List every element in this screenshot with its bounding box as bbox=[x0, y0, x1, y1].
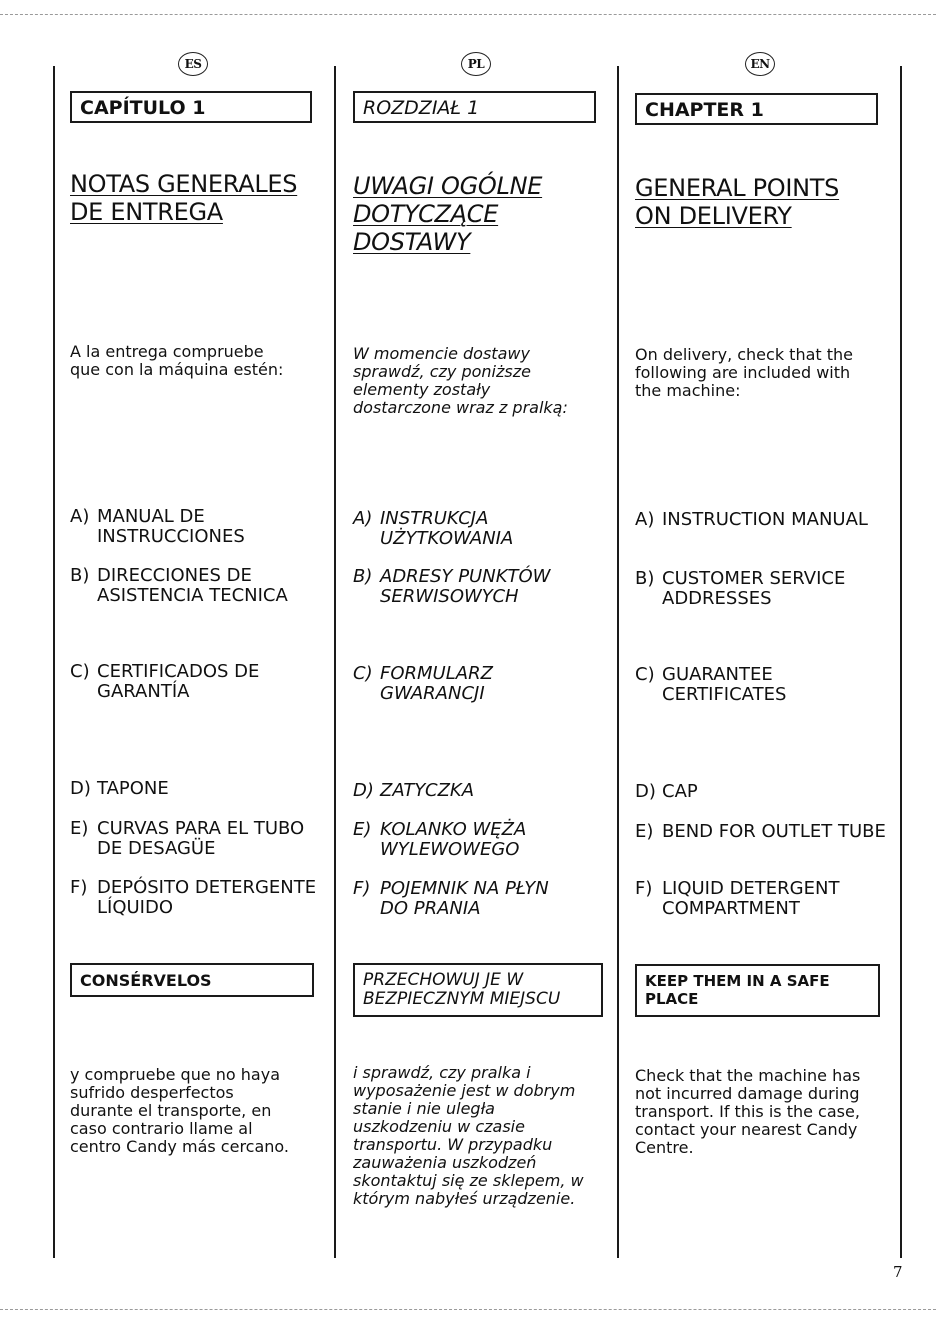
item-text: CURVAS PARA EL TUBO DE DESAGÜE bbox=[97, 818, 305, 859]
body-text-es: y compruebe que no haya sufrido desperfectos durante el transporte, en caso contrario llame al centro Candy más cercano. bbox=[70, 1065, 289, 1156]
item-label: A) bbox=[353, 508, 373, 529]
list-item bbox=[70, 507, 332, 547]
chapter-title-pl: ROZDZIAŁ 1 bbox=[353, 91, 596, 123]
item-text: KOLANKO WĘŻA WYLEWOWEGO bbox=[380, 819, 527, 860]
column-pl bbox=[353, 0, 615, 1300]
item-label: B) bbox=[635, 568, 655, 589]
list-item bbox=[70, 566, 332, 606]
list-item bbox=[635, 569, 897, 609]
item-label: A) bbox=[635, 509, 655, 530]
list-item bbox=[353, 664, 615, 704]
section-heading-pl: UWAGI OGÓLNE DOTYCZĄCE DOSTAWY bbox=[353, 172, 543, 256]
list-item bbox=[635, 665, 897, 705]
intro-text-en: On delivery, check that the following are included with the machine: bbox=[635, 345, 854, 400]
intro-text-es: A la entrega compruebe que con la máquina estén: bbox=[70, 342, 284, 379]
item-label: A) bbox=[70, 506, 90, 527]
item-text: BEND FOR OUTLET TUBE bbox=[662, 821, 886, 842]
list-item bbox=[353, 567, 615, 607]
item-label: F) bbox=[70, 877, 88, 898]
list-item bbox=[635, 822, 897, 842]
item-text: LIQUID DETERGENT COMPARTMENT bbox=[662, 878, 840, 919]
page-number: 7 bbox=[893, 1263, 903, 1281]
item-label: F) bbox=[353, 878, 371, 899]
language-badge-en: EN bbox=[745, 52, 775, 76]
column-divider bbox=[617, 66, 619, 1258]
item-label: C) bbox=[635, 664, 655, 685]
list-item bbox=[353, 820, 615, 860]
column-divider bbox=[334, 66, 336, 1258]
chapter-title-en: CHAPTER 1 bbox=[635, 93, 878, 125]
item-text: POJEMNIK NA PŁYN DO PRANIA bbox=[380, 878, 549, 919]
list-item bbox=[353, 509, 615, 549]
list-item bbox=[70, 662, 332, 702]
list-item bbox=[70, 878, 332, 918]
keep-safe-title-en: KEEP THEM IN A SAFE PLACE bbox=[635, 964, 880, 1017]
list-item bbox=[70, 819, 332, 859]
item-label: D) bbox=[635, 781, 656, 802]
language-badge-es: ES bbox=[178, 52, 208, 76]
list-item bbox=[635, 879, 897, 919]
list-item bbox=[353, 879, 615, 919]
bottom-rule bbox=[0, 1309, 936, 1310]
item-label: C) bbox=[353, 663, 373, 684]
body-text-en: Check that the machine has not incurred damage during transport. If this is the case, contact your nearest Candy Centre. bbox=[635, 1066, 861, 1157]
item-text: MANUAL DE INSTRUCCIONES bbox=[97, 506, 245, 547]
column-divider bbox=[900, 66, 902, 1258]
item-text: ZATYCZKA bbox=[380, 780, 475, 801]
item-text: CUSTOMER SERVICE ADDRESSES bbox=[662, 568, 846, 609]
body-text-pl: i sprawdź, czy pralka i wyposażenie jest w dobrym stanie i nie uległa uszkodzeniu w czasie transportu. W przypadku zauważenia uszkodzeń skontaktuj się ze sklepem, w którym nabyłeś urządzenie. bbox=[353, 1063, 584, 1208]
item-label: F) bbox=[635, 878, 653, 899]
item-label: B) bbox=[70, 565, 90, 586]
column-en bbox=[635, 0, 897, 1300]
item-label: E) bbox=[635, 821, 654, 842]
item-label: B) bbox=[353, 566, 373, 587]
column-es bbox=[70, 0, 332, 1300]
item-text: INSTRUKCJA UŻYTKOWANIA bbox=[380, 508, 514, 549]
list-item bbox=[635, 782, 897, 802]
keep-safe-title-es: CONSÉRVELOS bbox=[70, 963, 314, 997]
language-badge-pl: PL bbox=[461, 52, 491, 76]
item-text: TAPONE bbox=[97, 778, 169, 799]
list-item bbox=[635, 510, 897, 530]
item-text: DIRECCIONES DE ASISTENCIA TECNICA bbox=[97, 565, 288, 606]
item-text: INSTRUCTION MANUAL bbox=[662, 509, 868, 530]
section-heading-es: NOTAS GENERALES DE ENTREGA bbox=[70, 170, 298, 226]
item-text: ADRESY PUNKTÓW SERWISOWYCH bbox=[380, 566, 551, 607]
item-text: DEPÓSITO DETERGENTE LÍQUIDO bbox=[97, 877, 317, 918]
item-label: D) bbox=[353, 780, 374, 801]
list-item bbox=[353, 781, 615, 801]
section-heading-en: GENERAL POINTS ON DELIVERY bbox=[635, 174, 840, 230]
item-text: CERTIFICADOS DE GARANTÍA bbox=[97, 661, 260, 702]
item-label: E) bbox=[353, 819, 372, 840]
list-item bbox=[70, 779, 332, 799]
item-text: GUARANTEE CERTIFICATES bbox=[662, 664, 787, 705]
intro-text-pl: W momencie dostawy sprawdź, czy poniższe elementy zostały dostarczone wraz z pralką: bbox=[353, 344, 568, 417]
keep-safe-title-pl: PRZECHOWUJ JE W BEZPIECZNYM MIEJSCU bbox=[353, 963, 603, 1017]
item-text: CAP bbox=[662, 781, 698, 802]
column-divider bbox=[53, 66, 55, 1258]
item-label: C) bbox=[70, 661, 90, 682]
item-text: FORMULARZ GWARANCJI bbox=[380, 663, 493, 704]
item-label: E) bbox=[70, 818, 89, 839]
chapter-title-es: CAPÍTULO 1 bbox=[70, 91, 312, 123]
item-label: D) bbox=[70, 778, 91, 799]
